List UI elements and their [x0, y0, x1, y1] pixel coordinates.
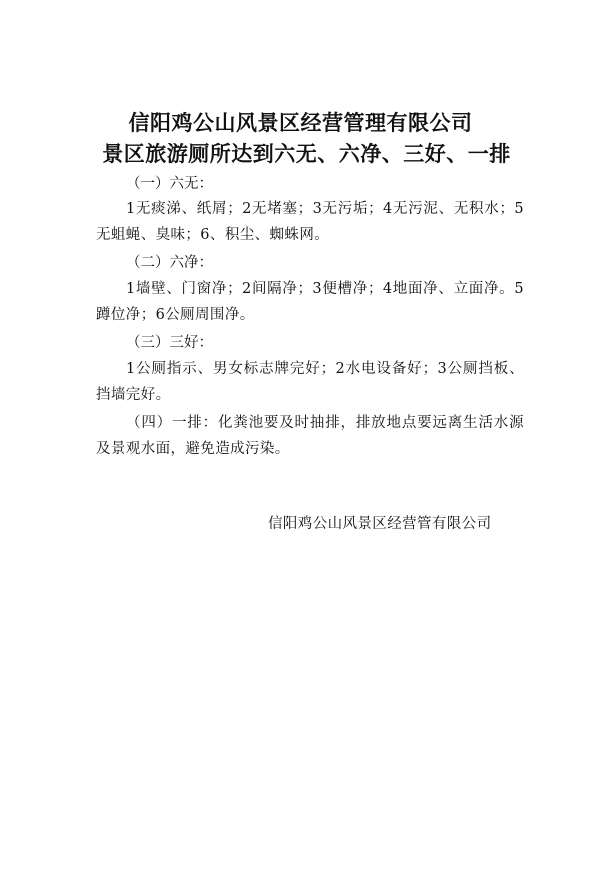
signature-company-name: 信阳鸡公山风景区经营管有限公司 [268, 516, 492, 532]
document-title-line-2: 景区旅游厕所达到六无、六净、三好、一排 [102, 141, 511, 166]
document-title-line-1: 信阳鸡公山风景区经营管理有限公司 [128, 110, 473, 135]
section-body-six-nos: 1无痰涕、纸屑；2无堵塞；3无污垢；4无污泥、无积水；5无蛆蝇、臭味；6、积尘、蜘蛛网。 [96, 201, 524, 243]
section-heading-six-nos: （一）六无： [126, 176, 213, 192]
section-body-three-goods: 1公厕指示、男女标志牌完好；2水电设备好；3公厕挡板、挡墙完好。 [96, 361, 524, 403]
section-body-six-cleans: 1墙壁、门窗净；2间隔净；3便槽净；4地面净、立面净。5蹲位净；6公厕周围净。 [96, 281, 524, 323]
section-heading-three-goods: （三）三好： [126, 335, 213, 351]
section-body-one-discharge: （四）一排：化粪池要及时抽排，排放地点要远离生活水源及景观水面，避免造成污染。 [96, 415, 524, 457]
section-heading-six-cleans: （二）六净： [126, 255, 213, 271]
